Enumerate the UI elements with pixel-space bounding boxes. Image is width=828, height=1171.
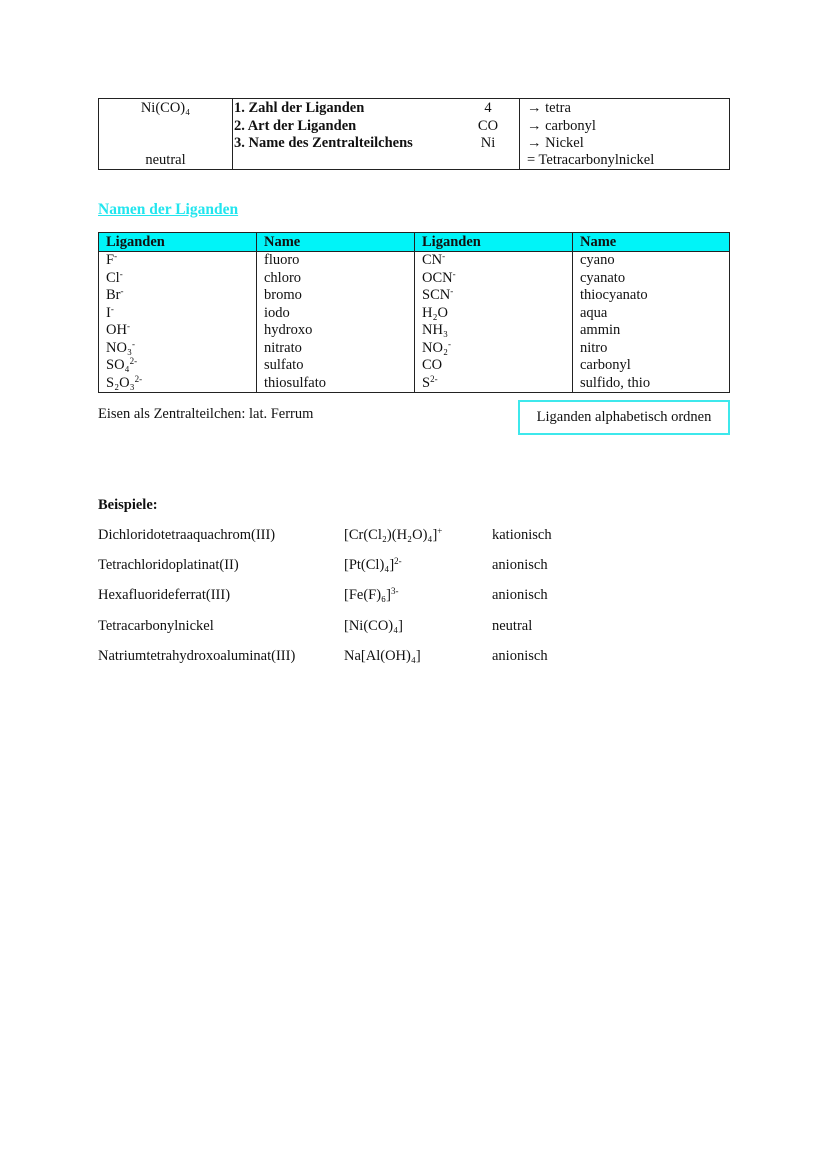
example-type: anionisch: [492, 557, 548, 574]
ligand-name-cell: [257, 305, 415, 323]
column-header: Liganden: [415, 233, 573, 252]
step-2-result: → carbonyl: [527, 117, 596, 134]
cell-text: bromo: [264, 287, 302, 303]
cell-text: SO₄: [106, 357, 130, 373]
nomenclature-steps-table: [98, 98, 730, 170]
example-row: [98, 557, 598, 577]
example-name: Tetracarbonylnickel: [98, 617, 214, 634]
cell-text: NH₃: [422, 322, 448, 338]
examples-heading: Beispiele:: [98, 497, 158, 513]
example-name: Hexafluorideferrat(III): [98, 587, 231, 604]
example-formula: [344, 587, 398, 604]
cell-text: chloro: [264, 269, 302, 286]
ligand-cell: [415, 287, 573, 305]
ligand-name-cell: [257, 252, 415, 270]
formula-text: [Cr(Cl₂)(H₂O)₄]: [344, 527, 438, 543]
step-1-result: → tetra: [527, 100, 571, 116]
ligand-cell: [99, 357, 257, 375]
ligand-name-cell: [573, 357, 730, 375]
cell-text: iodo: [264, 304, 290, 321]
ligand-cell: [99, 305, 257, 323]
ligand-cell: [99, 270, 257, 288]
ligand-cell: [415, 305, 573, 323]
final-name: = Tetracarbonylnickel: [527, 152, 655, 168]
results-cell: [520, 99, 729, 169]
step-3-value: Ni: [480, 135, 496, 151]
complex-formula: Ni(CO)₄: [140, 100, 191, 116]
ligand-name-cell: [573, 305, 730, 323]
complex-cell: [99, 99, 233, 169]
ligand-name-cell: [257, 357, 415, 375]
cell-text: H₂O: [422, 304, 448, 321]
ligand-cell: [415, 322, 573, 340]
cell-text: OCN: [422, 269, 453, 286]
ligand-name-cell: [257, 375, 415, 393]
cell-text: nitro: [580, 339, 608, 356]
table-row: [99, 322, 730, 340]
cell-text: Br: [106, 287, 121, 303]
table-row: [99, 357, 730, 375]
ligand-cell: [99, 375, 257, 393]
ligand-name-cell: [257, 322, 415, 340]
iron-note: Eisen als Zentralteilchen: lat. Ferrum: [98, 406, 314, 422]
table-row: [99, 252, 730, 270]
charge-superscript: -: [450, 286, 454, 296]
charge-superscript: 2-: [394, 556, 402, 567]
charge-superscript: -: [452, 268, 456, 279]
example-formula: [344, 527, 442, 544]
step-1-value: 4: [484, 100, 492, 116]
cell-text: S₂O₃: [106, 374, 135, 391]
example-row: [98, 618, 598, 638]
cell-text: NO₃: [106, 339, 132, 356]
formula-text: [Fe(F)₆]: [344, 587, 391, 604]
cell-text: sulfato: [264, 357, 304, 373]
ligand-cell: [415, 375, 573, 393]
cell-text: SCN: [422, 287, 451, 303]
charge-superscript: -: [120, 286, 124, 296]
formula-text: [Ni(CO)₄]: [344, 617, 404, 634]
cell-text: S: [422, 374, 431, 391]
example-type: kationisch: [492, 527, 552, 543]
table-row: [99, 340, 730, 358]
charge-superscript: -: [448, 338, 451, 349]
table-header-row: [99, 233, 730, 252]
cell-text: cyano: [580, 252, 615, 268]
ligand-cell: [99, 340, 257, 358]
cell-text: sulfido, thio: [580, 374, 651, 391]
ligand-name-cell: [257, 287, 415, 305]
ligand-cell: [99, 287, 257, 305]
cell-text: I: [106, 304, 111, 321]
cell-text: CN: [422, 252, 443, 268]
step-2-label: 2. Art der Liganden: [234, 117, 357, 134]
step-3-result: → Nickel: [527, 135, 584, 151]
cell-text: fluoro: [264, 252, 300, 268]
charge-superscript: 2-: [129, 356, 138, 366]
cell-text: ammin: [580, 322, 621, 338]
charge-superscript: -: [126, 321, 130, 331]
column-header: Name: [257, 233, 415, 252]
example-formula: [344, 618, 403, 635]
step-2-value: CO: [477, 117, 499, 134]
charge-superscript: 3-: [390, 586, 399, 597]
charge-superscript: 2-: [430, 373, 438, 384]
table-row: [99, 287, 730, 305]
ligand-name-cell: [573, 287, 730, 305]
ligand-name-cell: [573, 340, 730, 358]
charge-superscript: -: [114, 251, 118, 261]
example-name: Tetrachloridoplatinat(II): [98, 557, 239, 574]
charge-superscript: -: [132, 338, 135, 349]
ligand-name-cell: [573, 375, 730, 393]
example-row: [98, 527, 598, 547]
example-type: anionisch: [492, 647, 548, 664]
formula-text: [Pt(Cl)₄]: [344, 557, 395, 574]
ligand-cell: [415, 270, 573, 288]
charge-superscript: -: [110, 303, 114, 314]
charge-superscript: 2-: [134, 373, 143, 384]
charge-superscript: +: [437, 526, 443, 536]
ligand-name-cell: [257, 270, 415, 288]
example-formula: [344, 557, 402, 574]
ligand-cell: [415, 357, 573, 375]
cell-text: aqua: [580, 304, 608, 321]
ligand-cell: [99, 322, 257, 340]
cell-text: OH: [106, 322, 127, 338]
table-row: [99, 305, 730, 323]
ligand-names-heading: Namen der Liganden: [98, 201, 239, 218]
cell-text: cyanato: [580, 269, 626, 286]
ligand-name-cell: [573, 252, 730, 270]
example-name: Natriumtetrahydroxoaluminat(III): [98, 647, 296, 664]
charge-superscript: -: [119, 268, 123, 279]
table-row: [99, 270, 730, 288]
cell-text: CO: [422, 357, 443, 373]
ligand-names-table: [98, 232, 730, 393]
table-row: [99, 375, 730, 393]
step-3-label: 3. Name des Zentralteilchens: [234, 135, 413, 151]
example-formula: [344, 648, 421, 665]
ligand-cell: [415, 252, 573, 270]
formula-text: Na[Al(OH)₄]: [344, 647, 421, 664]
example-type: anionisch: [492, 587, 548, 604]
cell-text: nitrato: [264, 339, 302, 356]
ligand-name-cell: [573, 270, 730, 288]
alphabetical-order-note-box: Liganden alphabetisch ordnen: [518, 400, 730, 435]
steps-cell: [233, 99, 520, 169]
ligand-cell: [415, 340, 573, 358]
cell-text: thiocyanato: [580, 287, 648, 303]
ligand-name-cell: [573, 322, 730, 340]
cell-text: thiosulfato: [264, 374, 327, 391]
complex-charge: neutral: [145, 152, 186, 168]
cell-text: Cl: [106, 269, 120, 286]
charge-superscript: -: [442, 251, 446, 261]
example-type: neutral: [492, 617, 533, 634]
example-row: [98, 648, 598, 668]
cell-text: F: [106, 252, 115, 268]
step-1-label: 1. Zahl der Liganden: [234, 100, 365, 116]
ligand-name-cell: [257, 340, 415, 358]
cell-text: carbonyl: [580, 357, 631, 373]
column-header: Name: [573, 233, 730, 252]
cell-text: NO₂: [422, 339, 448, 356]
ligand-cell: [99, 252, 257, 270]
cell-text: hydroxo: [264, 322, 313, 338]
column-header: Liganden: [99, 233, 257, 252]
example-name: Dichloridotetraaquachrom(III): [98, 527, 276, 543]
example-row: [98, 587, 598, 607]
